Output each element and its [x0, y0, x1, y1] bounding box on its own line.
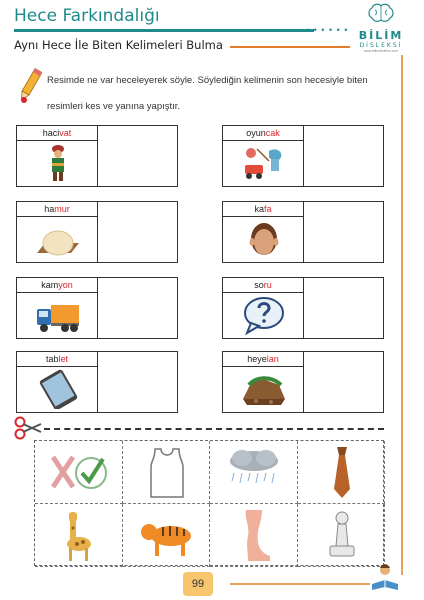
undershirt-icon: [137, 445, 197, 500]
clouds-rain-icon: [224, 445, 284, 500]
word-card: [222, 351, 384, 413]
cutout-grid: [34, 440, 384, 566]
paste-area[interactable]: [98, 202, 178, 262]
toys-icon: [241, 143, 287, 183]
giraffe-icon: [49, 508, 109, 563]
scissors-icon: [14, 416, 42, 440]
pencil-icon: [16, 66, 42, 108]
head-icon: [241, 219, 287, 259]
card-picture: [17, 141, 98, 186]
paste-area[interactable]: [304, 126, 384, 186]
cutout-cell[interactable]: [298, 504, 386, 567]
wrong-right-marks-icon: [49, 445, 109, 500]
card-word: soru: [223, 278, 304, 293]
reading-child-icon: [368, 562, 402, 592]
dough-icon: [35, 219, 81, 259]
landslide-icon: [241, 369, 287, 409]
tablet-icon: [35, 369, 81, 409]
cutout-cell[interactable]: [123, 504, 211, 567]
cutout-cell[interactable]: [210, 504, 298, 567]
tiger-icon: [137, 508, 197, 563]
logo-word-disleksi: DİSLEKSİ: [359, 42, 403, 49]
leg-icon: [224, 508, 284, 563]
subtitle-rule: [230, 46, 350, 48]
card-picture: [223, 367, 304, 412]
page-subtitle: Aynı Hece İle Biten Kelimeleri Bulma: [14, 38, 223, 52]
card-picture: [223, 293, 304, 338]
chess-pawn-icon: [312, 508, 372, 563]
truck-icon: [35, 295, 81, 335]
brain-icon: [366, 2, 396, 24]
card-picture: [17, 293, 98, 338]
word-card: [16, 277, 178, 339]
brand-logo: [352, 2, 410, 53]
word-card: [16, 125, 178, 187]
card-word: kamyon: [17, 278, 98, 293]
page-number: 99: [183, 572, 213, 596]
title-rule: [14, 29, 314, 32]
paste-area[interactable]: [304, 202, 384, 262]
cutout-cell[interactable]: [298, 441, 386, 504]
title-dots: • • • • • •: [306, 25, 349, 35]
card-picture: [223, 217, 304, 262]
question-bubble-icon: [241, 295, 287, 335]
card-picture: [223, 141, 304, 186]
paste-area[interactable]: [98, 352, 178, 412]
cutout-cell[interactable]: [123, 441, 211, 504]
card-word: heyelan: [223, 352, 304, 367]
card-word: hamur: [17, 202, 98, 217]
footer-rule: [230, 583, 370, 585]
word-card: [222, 277, 384, 339]
card-word: kafa: [223, 202, 304, 217]
cutout-cell[interactable]: [35, 504, 123, 567]
word-card: [222, 125, 384, 187]
card-word: oyuncak: [223, 126, 304, 141]
logo-word-bilim: BİLİM: [358, 29, 404, 42]
cutout-cell[interactable]: [210, 441, 298, 504]
cut-line: [44, 428, 384, 430]
cutout-cell[interactable]: [35, 441, 123, 504]
word-card: [222, 201, 384, 263]
card-word: tablet: [17, 352, 98, 367]
card-word: hacivat: [17, 126, 98, 141]
logo-url: www.bilimdisleksi.com: [363, 49, 399, 53]
paste-area[interactable]: [98, 278, 178, 338]
tie-icon: [312, 445, 372, 500]
hacivat-puppet-icon: [35, 143, 81, 183]
card-picture: [17, 367, 98, 412]
paste-area[interactable]: [304, 352, 384, 412]
card-picture: [17, 217, 98, 262]
word-card: [16, 201, 178, 263]
paste-area[interactable]: [304, 278, 384, 338]
word-card: [16, 351, 178, 413]
page-title: Hece Farkındalığı: [14, 6, 160, 26]
paste-area[interactable]: [98, 126, 178, 186]
instruction-text: Resimde ne var heceleyerek söyle. Söylediğin kelimenin son hecesiyle biten resimleri kes ve yanına yapıştır.: [47, 75, 368, 112]
side-decor-line: [401, 55, 403, 575]
